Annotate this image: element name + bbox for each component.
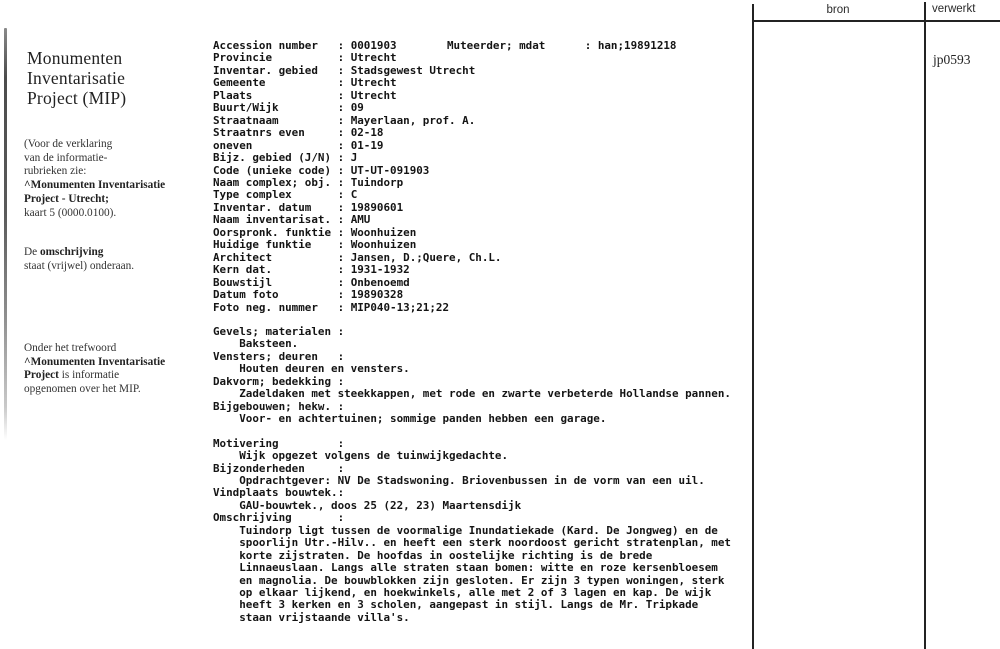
section-line: Opdrachtgever: NV De Stadswoning. Briovenbussen in de vorm van een uil. (239, 473, 705, 487)
note-text: van de informatie- (24, 151, 108, 164)
section-line: korte zijstraten. De hoofdas in oostelijke richting is de brede (239, 548, 653, 562)
field-separator: : (337, 263, 351, 277)
section-header-row (213, 376, 778, 388)
field-separator: : (337, 63, 351, 77)
field-separator: : (337, 101, 351, 115)
field-row (213, 264, 778, 276)
section-header-row (213, 512, 778, 524)
field-row (213, 289, 778, 301)
field-row (213, 277, 778, 289)
field-separator: : (337, 374, 345, 388)
note-text: ^Monumenten Inventarisatie (24, 355, 166, 368)
field-label: Code (unieke code) (213, 163, 332, 177)
field-label: Kern dat. (213, 263, 273, 277)
field-label: Foto neg. nummer (213, 300, 318, 314)
field-separator: : (337, 213, 351, 227)
field-separator: : (337, 461, 345, 475)
section-label: Dakvorm; bedekking (213, 374, 332, 388)
record-fields (213, 40, 778, 314)
section-line: Voor- en achtertuinen; sommige panden hebben een garage. (239, 412, 607, 426)
field-label: Buurt/Wijk (213, 101, 279, 115)
section-label: Vensters; deuren (213, 349, 318, 363)
section-line: GAU-bouwtek., doos 25 (22, 23) Maartensdijk (239, 498, 522, 512)
field-value: 19890328 (350, 288, 404, 302)
section-header-row (213, 326, 778, 338)
note-line (24, 207, 214, 221)
section-line: Houten deuren en vensters. (239, 362, 410, 376)
header-rule (752, 20, 1000, 22)
field-label: Plaats (213, 88, 253, 102)
field-label: oneven (213, 138, 253, 152)
section-line: Baksteen. (239, 337, 299, 351)
field-label: Accession number (213, 39, 318, 52)
note-text: De (24, 246, 40, 258)
note-line (24, 152, 214, 166)
note-line (24, 179, 214, 193)
field-separator: : (337, 151, 351, 165)
field-value: 02-18 (350, 126, 384, 140)
field-label: Oorspronk. funktie (213, 225, 332, 239)
section-label: Omschrijving (213, 511, 292, 525)
note-text: Project (24, 369, 59, 382)
section-line: heeft 3 kerken en 3 scholen, aangepast in stijl. Langs de Mr. Tripkade (239, 598, 699, 612)
note-line (24, 356, 214, 370)
section-header-row (213, 438, 778, 450)
section-header-row (213, 401, 778, 413)
note-line (24, 260, 214, 274)
field-separator: : (337, 76, 351, 90)
field-separator: : (337, 51, 351, 65)
field-label: Inventar. datum (213, 200, 312, 214)
section-header-row (213, 487, 778, 499)
field-separator: : (337, 126, 351, 140)
field-value: C (350, 188, 358, 202)
field-separator: : (337, 200, 351, 214)
field-separator: : (337, 188, 351, 202)
title-line: Inventarisatie (27, 67, 126, 88)
field-label: Bouwstijl (213, 275, 273, 289)
field-label: Muteerder; mdat (447, 39, 546, 52)
field-separator: : (337, 436, 345, 450)
field-value: Utrecht (350, 88, 397, 102)
field-value: J (350, 151, 358, 165)
section-label: Bijzonderheden (213, 461, 305, 475)
note-text: Project - Utrecht; (24, 192, 109, 205)
field-row (213, 302, 778, 314)
field-row (213, 65, 778, 77)
record-sections-physical (213, 326, 778, 426)
field-row (213, 40, 778, 52)
field-row (213, 214, 778, 226)
field-label: Huidige funktie (213, 238, 312, 252)
title-line: Monumenten (27, 47, 123, 68)
section-line: Wijk opgezet volgens de tuinwijkgedachte. (239, 449, 509, 463)
field-value: Utrecht (350, 76, 397, 90)
title-line: Project (MIP) (27, 87, 127, 108)
field-separator: : (337, 250, 351, 264)
field-label: Gemeente (213, 76, 266, 90)
field-value: UT-UT-091903 (350, 163, 430, 177)
field-separator: : (337, 399, 345, 413)
section-line: Tuindorp ligt tussen de voormalige Inundatiekade (Kard. De Jongweg) en de (239, 523, 718, 537)
field-separator: : (337, 88, 351, 102)
field-separator: : (337, 486, 345, 500)
field-value: han;19891218 (597, 39, 677, 52)
record-sections-description (213, 438, 778, 625)
field-label: Bijz. gebied (J/N) (213, 151, 332, 165)
note-text: kaart 5 (0000.0100). (24, 206, 117, 219)
field-separator: : (337, 225, 351, 239)
sidebar-note-verklaring (24, 138, 214, 220)
field-separator: : (337, 138, 351, 152)
field-value: Tuindorp (350, 175, 404, 189)
verwerkt-value: jp0593 (933, 52, 971, 67)
section-line: en magnolia. De bouwblokken zijn gesloten. Er zijn 3 typen woningen, sterk (239, 573, 725, 587)
field-value: Woonhuizen (350, 225, 417, 239)
page-title (27, 48, 126, 108)
section-label: Bijgebouwen; hekw. (213, 399, 332, 413)
field-value: MIP040-13;21;22 (350, 300, 450, 314)
field-label: Straatnrs even (213, 126, 305, 140)
field-value: 09 (350, 101, 364, 115)
note-line (24, 165, 214, 179)
note-line (24, 342, 214, 356)
bron-column-left-rule (752, 4, 754, 649)
record (213, 40, 778, 624)
note-line (24, 383, 214, 397)
field-row (213, 77, 778, 89)
section-line: spoorlijn Utr.-Hilv.. en heeft een sterk noordoost gericht stratenplan, met (239, 536, 731, 550)
field-value: 0001903 (350, 39, 397, 52)
verwerkt-column-left-rule (924, 2, 926, 649)
section-line: Zadeldaken met steekkappen, met rode en zwarte verbeterde Hollandse pannen. (239, 387, 731, 401)
field-label: Datum foto (213, 288, 279, 302)
note-text: Onder het trefwoord (24, 342, 117, 354)
section-label: Gevels; materialen (213, 324, 332, 338)
field-separator: : (337, 275, 351, 289)
note-line (24, 193, 214, 207)
field-value: Stadsgewest Utrecht (350, 63, 476, 77)
field-label: Architect (213, 250, 273, 264)
field-row (213, 90, 778, 102)
field-label: Naam complex; obj. (213, 175, 332, 189)
bron-column-header: bron (826, 4, 850, 16)
section-label: Vindplaats bouwtek. (213, 486, 338, 500)
field-value: Mayerlaan, prof. A. (350, 113, 476, 127)
field-separator: : (337, 175, 351, 189)
spacer (213, 426, 778, 438)
note-text: staat (vrijwel) onderaan. (24, 259, 135, 272)
field-separator: : (584, 39, 598, 52)
field-separator: : (337, 288, 351, 302)
field-label: Naam inventarisat. (213, 213, 332, 227)
field-separator: : (337, 511, 345, 525)
field-label: Type complex (213, 188, 292, 202)
field-value: Jansen, D.;Quere, Ch.L. (350, 250, 502, 264)
section-header-row (213, 463, 778, 475)
verwerkt-column-header: verwerkt (932, 3, 976, 15)
section-header-row (213, 351, 778, 363)
field-row (213, 127, 778, 139)
field-row (213, 177, 778, 189)
field-separator: : (337, 349, 345, 363)
note-text: rubrieken zie: (24, 165, 87, 178)
sidebar-note-trefwoord (24, 342, 214, 397)
note-text: is informatie (58, 369, 120, 382)
field-row (213, 152, 778, 164)
field-separator: : (337, 39, 351, 52)
note-text: ^Monumenten Inventarisatie (24, 179, 166, 192)
note-text: omschrijving (40, 246, 104, 258)
field-value: 1931-1932 (350, 263, 410, 277)
note-text: opgenomen over het MIP. (24, 383, 141, 396)
sidebar-note-omschrijving (24, 246, 214, 273)
muteerder-field (447, 40, 677, 52)
field-row (213, 252, 778, 264)
field-value: Onbenoemd (350, 275, 410, 289)
note-line (24, 138, 214, 152)
field-value: Utrecht (350, 51, 397, 65)
field-label: Inventar. gebied (213, 63, 318, 77)
field-row (213, 102, 778, 114)
field-separator: : (337, 324, 345, 338)
field-label: Straatnaam (213, 113, 279, 127)
note-line (24, 246, 214, 260)
field-separator: : (337, 300, 351, 314)
field-separator: : (337, 238, 351, 252)
note-line (24, 369, 214, 383)
scan-edge-artifact (4, 28, 7, 440)
field-value: Woonhuizen (350, 238, 417, 252)
field-value: 01-19 (350, 138, 384, 152)
section-line: staan vrijstaande villa's. (239, 610, 410, 624)
field-separator: : (337, 113, 351, 127)
section-line: Linnaeuslaan. Langs alle straten staan bomen: witte en roze kersenbloesem (239, 561, 718, 575)
field-value: AMU (350, 213, 371, 227)
field-value: 19890601 (350, 200, 404, 214)
section-line: op elkaar lijkend, en hoekwinkels, alle met 2 of 3 lagen en kap. De wijk (239, 586, 712, 600)
field-label: Provincie (213, 51, 273, 65)
field-separator: : (337, 163, 351, 177)
section-label: Motivering (213, 436, 279, 450)
note-text: (Voor de verklaring (24, 138, 113, 150)
